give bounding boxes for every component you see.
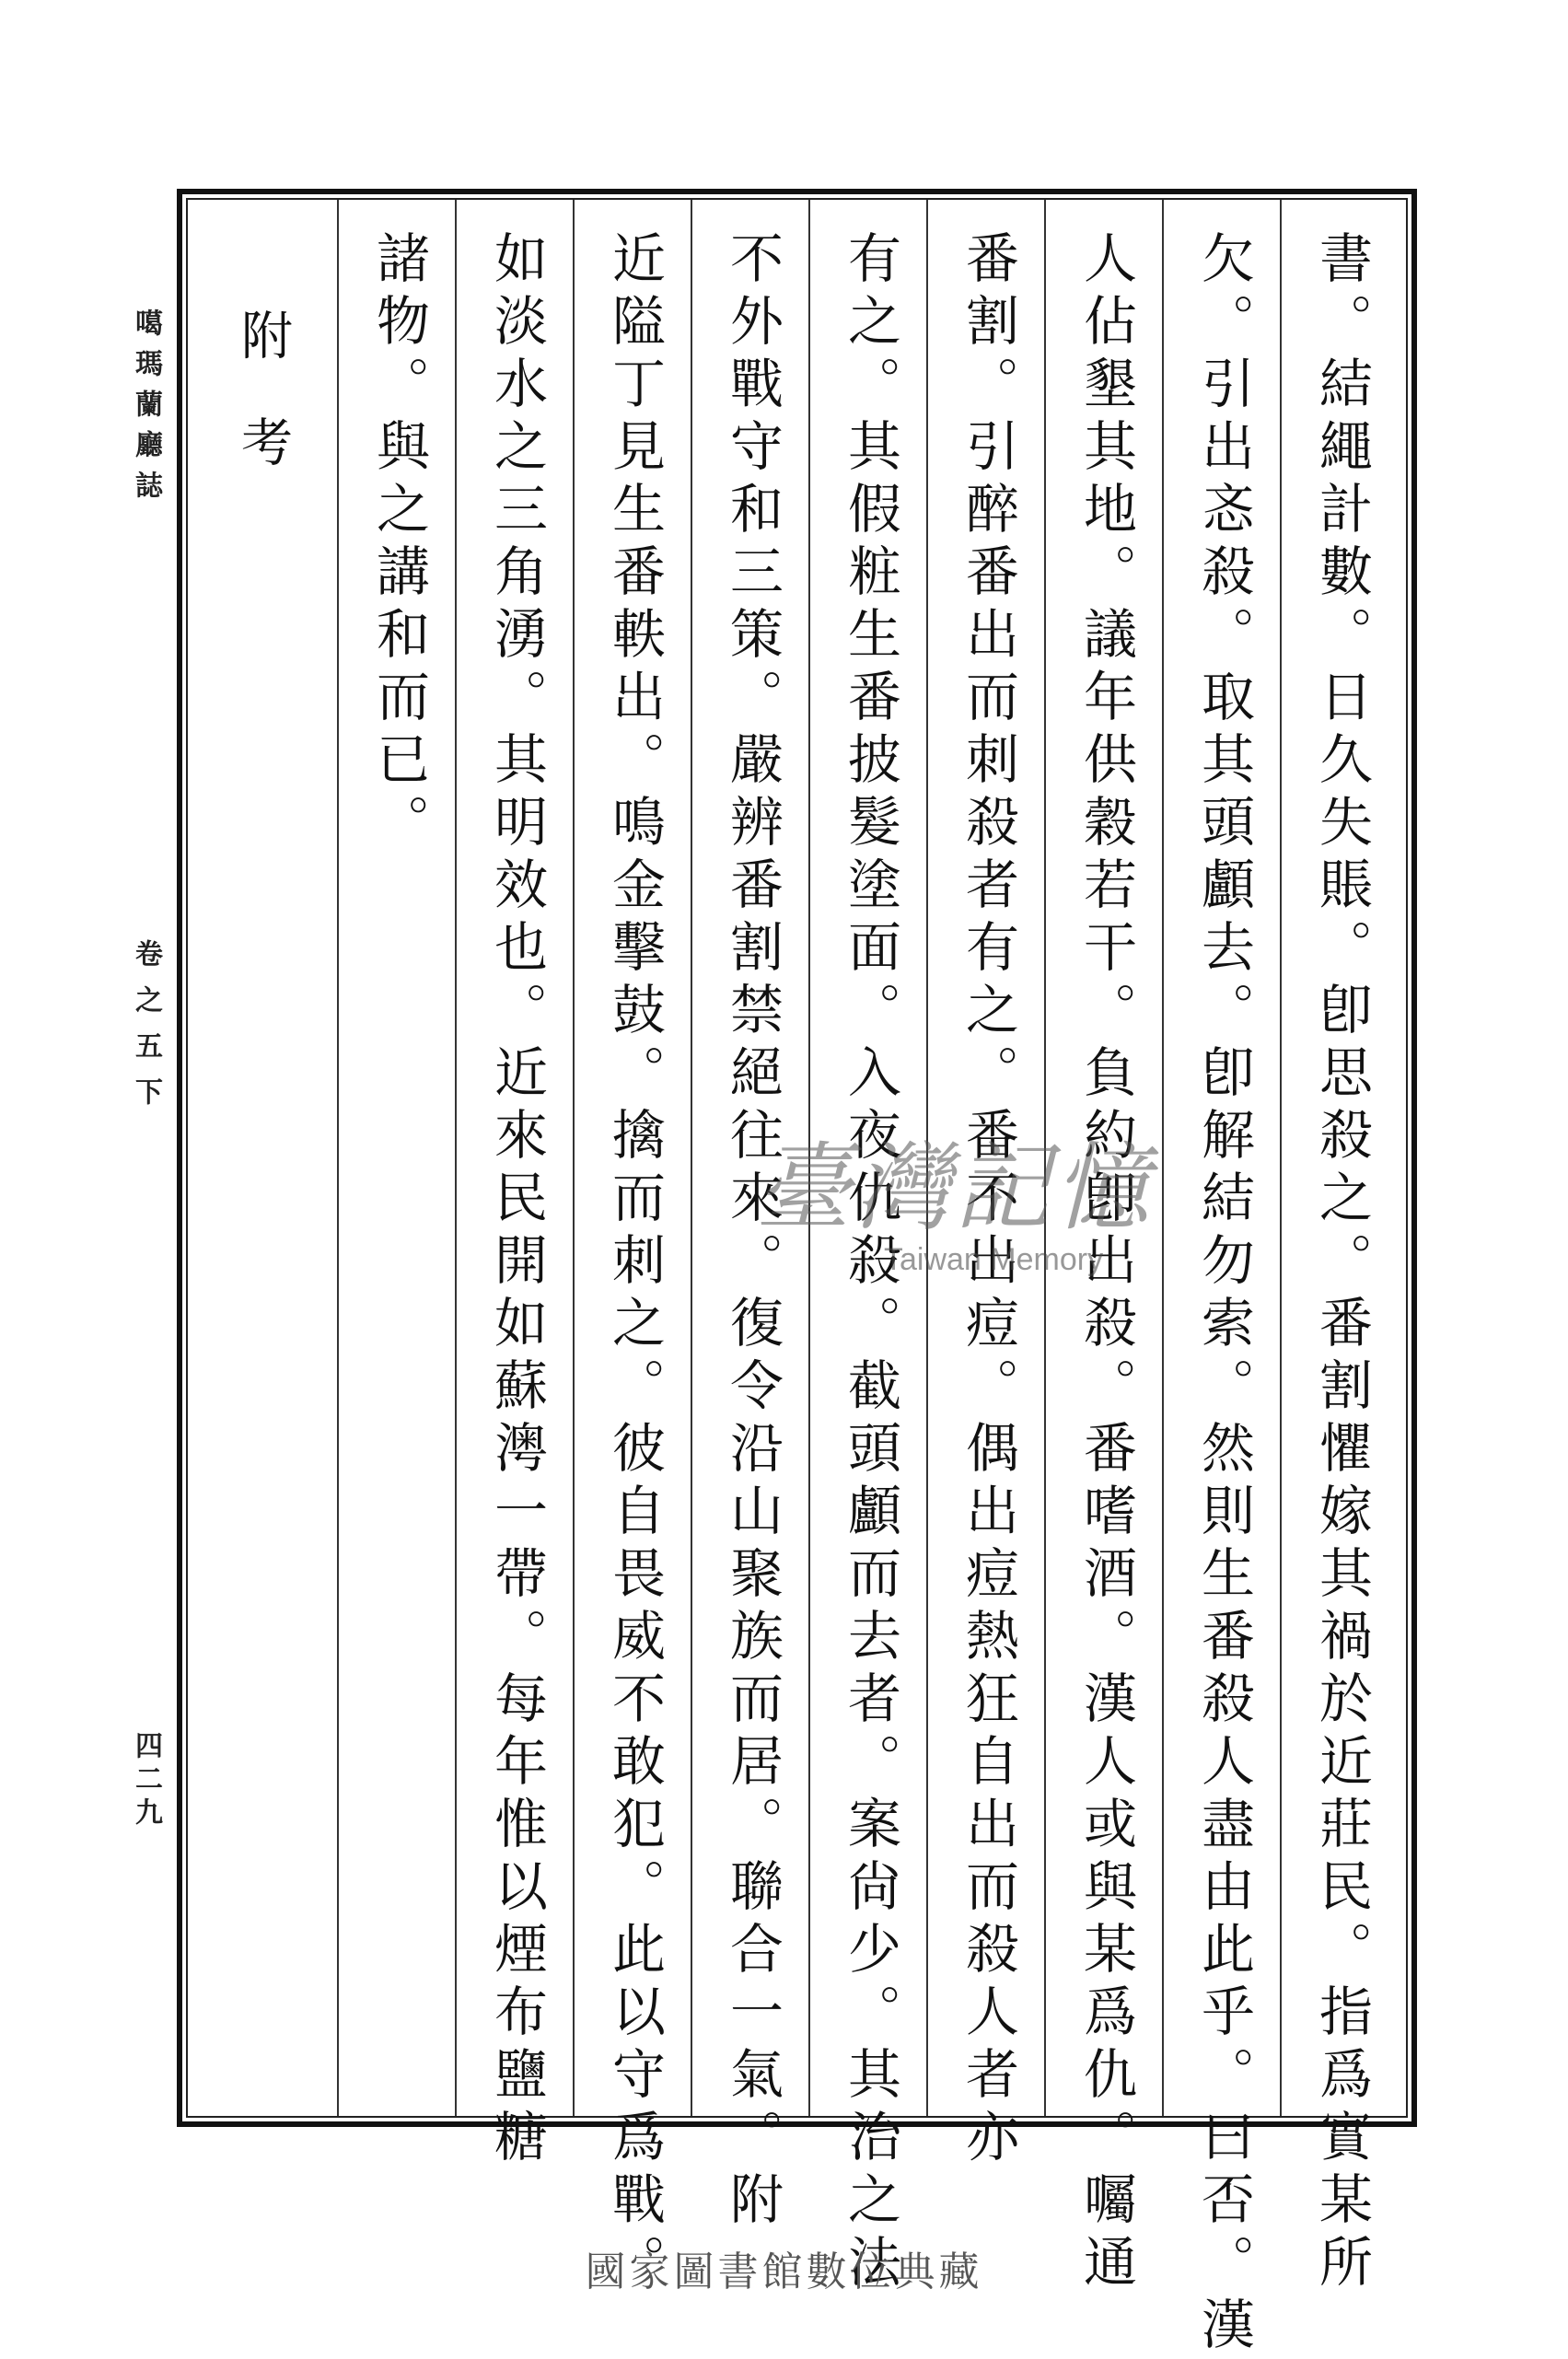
text-column-4: 番割。引醉番出而刺殺者有之。番不出痘。偶出痘熱狂自出而殺人者亦 (957, 230, 1019, 2171)
text-column-7: 近隘丁見生番軼出。鳴金擊鼓。擒而刺之。彼自畏威不敢犯。此以守爲戰。 (603, 230, 666, 2296)
watermark (755, 1133, 1271, 1280)
text-column-1: 書。結繩計數。日久失賬。卽思殺之。番割懼嫁其禍於近莊民。指爲實某所 (1310, 230, 1373, 2296)
text-column-6: 不外戰守和三策。嚴辨番割禁絕往來。復令沿山聚族而居。聯合一氣。附 (721, 230, 784, 2234)
column-rule (1280, 200, 1282, 2116)
text-column-2: 欠。引出忞殺。取其頭顱去。卽解結勿索。然則生番殺人盡由此乎。曰否。漢 (1192, 230, 1255, 2359)
footer-credit: 國家圖書館數位典藏 (585, 2249, 983, 2295)
section-heading: 附考 (233, 308, 293, 522)
margin-book-title: 噶瑪蘭廳誌 (130, 308, 162, 511)
margin-page-number: 四二九 (130, 1731, 162, 1830)
text-column-9: 諸物。與之講和而已。 (367, 230, 430, 856)
column-rule (573, 200, 575, 2116)
watermark-logo-text: 臺灣記憶 (755, 1132, 1154, 1244)
text-column-5: 有之。其假粧生番披髮塗面。入夜仇殺。截頭顱而去者。案尙少。其治之法 (839, 230, 901, 2296)
text-column-8: 如淡水之三角湧。其明效也。近來民開如蘇澚一帶。每年惟以煙布鹽糖 (485, 230, 548, 2171)
margin-volume: 卷之五下 (130, 939, 162, 1123)
column-rule (337, 200, 339, 2116)
text-column-3: 人佔墾其地。議年供穀若干。負約卽出殺。番嗜酒。漢人或與某爲仇。囑通 (1074, 230, 1137, 2296)
watermark-subtitle: Taiwan Memory (884, 1242, 1104, 1277)
column-rule (691, 200, 692, 2116)
column-rule (455, 200, 457, 2116)
